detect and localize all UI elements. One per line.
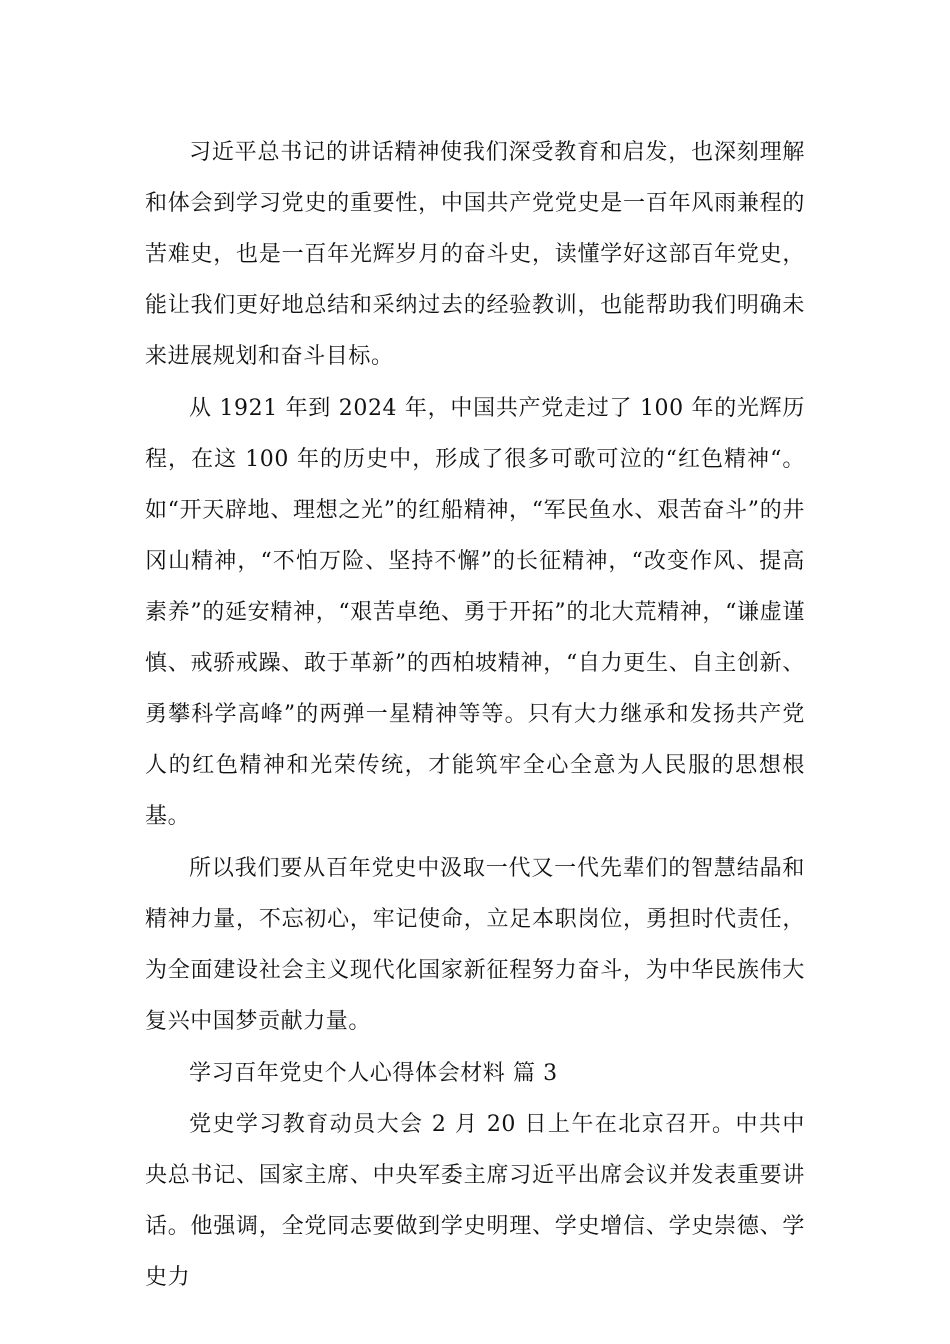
paragraph-2: 从 1921 年到 2024 年，中国共产党走过了 100 年的光辉历程，在这 100 年的历史中，形成了很多可歌可泣的“红色精神“。如“开天辟地、理想之光”的红船精神，“军民鱼水、艰苦奋斗”的井冈山精神，“不怕万险、坚持不懈”的长征精神，“改变作风、提高素养”的延安精神，“艰苦卓绝、勇于开拓”的北大荒精神，“谦虚谨慎、戒骄戒躁、敢于革新”的西柏坡精神，“自力更生、自主创新、勇攀科学高峰”的两弹一星精神等等。只有大力继承和发扬共产党人的红色精神和光荣传统，才能筑牢全心全意为人民服的思想根基。 bbox=[145, 396, 805, 829]
section-heading: 学习百年党史个人心得体会材料 篇 3 bbox=[189, 1061, 558, 1086]
document-page bbox=[145, 127, 805, 1304]
section-paragraph: 党史学习教育动员大会 2 月 20 日上午在北京召开。中共中央总书记、国家主席、中央军委主席习近平出席会议并发表重要讲话。他强调，全党同志要做到学史明理、学史增信、学史崇德、学史力 bbox=[145, 1112, 805, 1290]
paragraph-3: 所以我们要从百年党史中汲取一代又一代先辈们的智慧结晶和精神力量，不忘初心，牢记使命，立足本职岗位，勇担时代责任，为全面建设社会主义现代化国家新征程努力奋斗，为中华民族伟大复兴中国梦贡献力量。 bbox=[145, 856, 805, 1034]
paragraph-1: 习近平总书记的讲话精神使我们深受教育和启发，也深刻理解和体会到学习党史的重要性，中国共产党党史是一百年风雨兼程的苦难史，也是一百年光辉岁月的奋斗史，读懂学好这部百年党史，能让我们更好地总结和采纳过去的经验教训，也能帮助我们明确未来进展规划和奋斗目标。 bbox=[145, 140, 805, 369]
